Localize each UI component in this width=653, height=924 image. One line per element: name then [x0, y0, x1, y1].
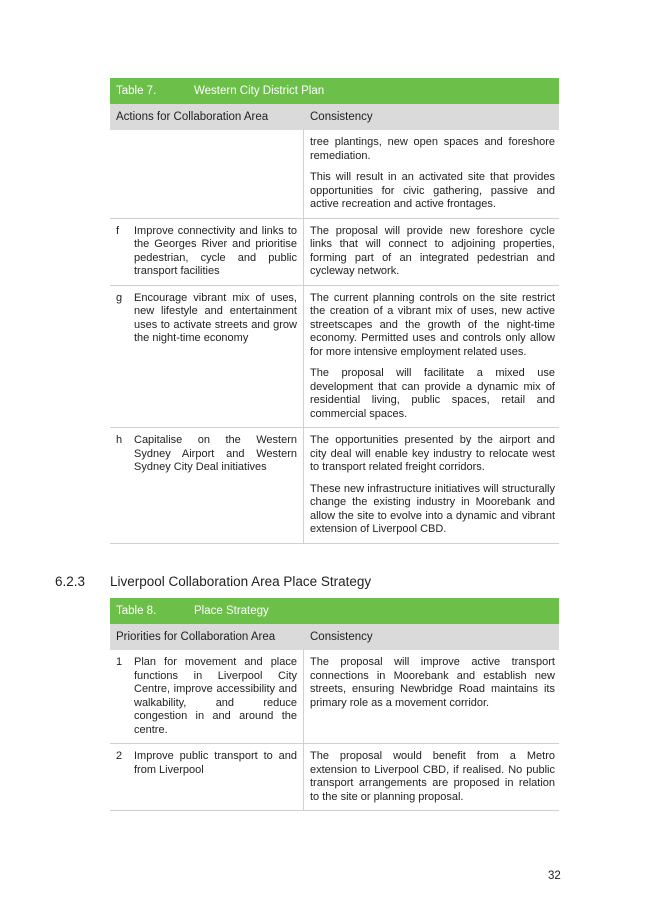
consistency-paragraph: The proposal will improve active transport connections in Moorebank and establish new streets, ensuring Newbridge Road maintains its primary role as a movement corridor. — [310, 656, 555, 709]
table-number: Table 8. — [116, 605, 157, 617]
row-index: h — [116, 434, 123, 446]
table-row — [110, 428, 559, 544]
row-index: f — [116, 224, 120, 237]
table-header — [110, 104, 559, 130]
table-row — [110, 219, 559, 286]
column-header-consistency: Consistency — [310, 631, 373, 643]
row-consistency — [304, 130, 559, 218]
row-action: Capitalise on the Western Sydney Airport and Western Sydney City Deal initiatives — [132, 428, 304, 543]
consistency-paragraph: The current planning controls on the site restrict the creation of a vibrant mix of uses, new active streetscapes and the growth of the night-time economy. Permitted uses and controls only allow for more intensive employment related uses. — [310, 291, 555, 358]
row-action: Plan for movement and place functions in Liverpool City Centre, improve accessibility and walkability, and reduce congestion in and around the centre. — [132, 650, 304, 743]
table-number: Table 7. — [116, 85, 157, 97]
consistency-paragraph: tree plantings, new open spaces and foreshore remediation. — [310, 136, 555, 162]
row-consistency — [304, 428, 559, 543]
table-body — [110, 650, 559, 811]
row-index: 1 — [116, 656, 123, 668]
table-row — [110, 286, 559, 429]
table-caption — [110, 598, 559, 624]
consistency-paragraph: This will result in an activated site that provides opportunities for civic gathering, passive and active recreation and active frontages. — [310, 171, 555, 210]
table-title: Place Strategy — [194, 605, 269, 617]
column-header-priorities: Priorities for Collaboration Area — [116, 631, 276, 643]
consistency-paragraph: These new infrastructure initiatives will structurally change the existing industry in Moorebank and allow the site to evolve into a dynamic and vibrant extension of Liverpool CBD. — [310, 482, 555, 535]
section-number: 6.2.3 — [55, 574, 86, 589]
row-consistency — [304, 744, 559, 810]
table-title: Western City District Plan — [194, 85, 325, 97]
row-action: Improve connectivity and links to the Georges River and prioritise pedestrian, cycle and public transport facilities — [132, 219, 304, 285]
consistency-paragraph: The proposal will provide new foreshore cycle links that will connect to adjoining properties, forming part of an integrated pedestrian and cycleway network. — [310, 224, 555, 277]
column-header-consistency: Consistency — [310, 111, 373, 123]
table-caption — [110, 78, 559, 104]
table-row — [110, 650, 559, 744]
page-number: 32 — [548, 870, 561, 882]
column-header-actions: Actions for Collaboration Area — [116, 111, 269, 123]
row-action: Encourage vibrant mix of uses, new lifestyle and entertainment uses to activate streets and grow the night-time economy — [132, 286, 304, 428]
row-consistency — [304, 219, 559, 285]
table-8 — [110, 598, 559, 811]
row-index: 2 — [116, 750, 123, 762]
table-7 — [110, 78, 559, 544]
section-title: Liverpool Collaboration Area Place Strategy — [110, 574, 372, 589]
row-consistency — [304, 286, 559, 428]
table-row — [110, 130, 559, 219]
consistency-paragraph: The proposal will facilitate a mixed use development that can provide a dynamic mix of residential living, public spaces, retail and commercial spaces. — [310, 367, 555, 420]
consistency-paragraph: The proposal would benefit from a Metro extension to Liverpool CBD, if realised. No public transport arrangements are proposed in relation to the site or planning proposal. — [310, 750, 555, 803]
table-header — [110, 624, 559, 650]
section-heading — [55, 574, 371, 589]
table-row — [110, 744, 559, 811]
table-body — [110, 130, 559, 544]
row-action — [132, 130, 304, 218]
consistency-paragraph: The opportunities presented by the airport and city deal will enable key industry to relocate west to transport related freight corridors. — [310, 434, 555, 473]
row-index: g — [116, 291, 123, 304]
row-action: Improve public transport to and from Liverpool — [132, 744, 304, 810]
row-consistency — [304, 650, 559, 743]
row-index — [110, 130, 132, 218]
